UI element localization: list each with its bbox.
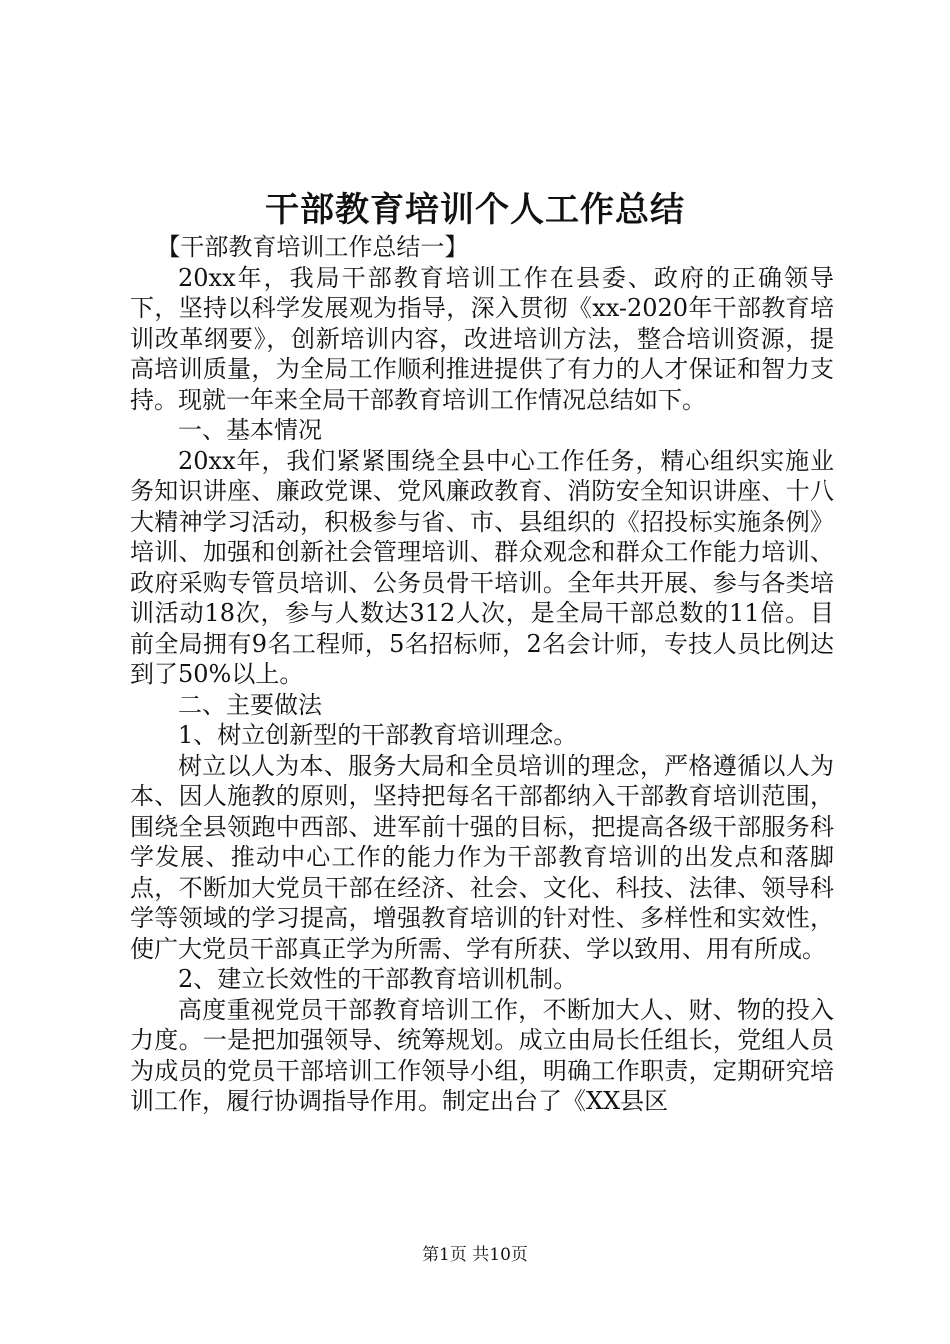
paragraph-concept: 树立以人为本、服务大局和全员培训的理念，严格遵循以人为本、因人施教的原则，坚持把每名干部都纳入干部教育培训范围，围绕全县领跑中西部、进军前十强的目标，把提高各级干部服务科学发展、推动中心工作的能力作为干部教育培训的出发点和落脚点，不断加大党员干部在经济、社会、文化、科技、法律、领导科学等领域的学习提高，增强教育培训的针对性、多样性和实效性，使广大党员干部真正学为所需、学有所获、学以致用、用有所成。 xyxy=(130,751,834,963)
section-heading-basic: 一、基本情况 xyxy=(178,416,322,444)
paragraph-intro: 20xx年，我局干部教育培训工作在县委、政府的正确领导下，坚持以科学发展观为指导，深入贯彻《xx-2020年干部教育培训改革纲要》，创新培训内容，改进培训方法，整合培训资源，提高培训质量，为全局工作顺利推进提供了有力的人才保证和智力支持。现就一年来全局干部教育培训工作情况总结如下。 xyxy=(130,263,834,414)
subheading-mechanism: 2、建立长效性的干部教育培训机制。 xyxy=(178,965,578,993)
section-heading-methods: 二、主要做法 xyxy=(178,690,322,719)
section-subtitle: 【干部教育培训工作总结一】 xyxy=(156,233,469,261)
subheading-concept: 1、树立创新型的干部教育培训理念。 xyxy=(178,721,578,749)
paragraph-mechanism: 高度重视党员干部教育培训工作，不断加大人、财、物的投入力度。一是把加强领导、统筹规划。成立由局长任组长，党组人员为成员的党员干部培训工作领导小组，明确工作职责，定期研究培训工作，履行协调指导作用。制定出台了《XX县区 xyxy=(130,995,834,1115)
document-body xyxy=(130,232,834,1117)
page-number: 第1页 共10页 xyxy=(422,1245,528,1265)
document-title: 干部教育培训个人工作总结 xyxy=(265,190,685,230)
paragraph-basic: 20xx年，我们紧紧围绕全县中心工作任务，精心组织实施业务知识讲座、廉政党课、党风廉政教育、消防安全知识讲座、十八大精神学习活动，积极参与省、市、县组织的《招投标实施条例》培训、加强和创新社会管理培训、群众观念和群众工作能力培训、政府采购专管员培训、公务员骨干培训。全年共开展、参与各类培训活动18次，参与人数达312人次，是全局干部总数的11倍。目前全局拥有9名工程师，5名招标师，2名会计师，专技人员比例达到了50%以上。 xyxy=(130,446,834,688)
